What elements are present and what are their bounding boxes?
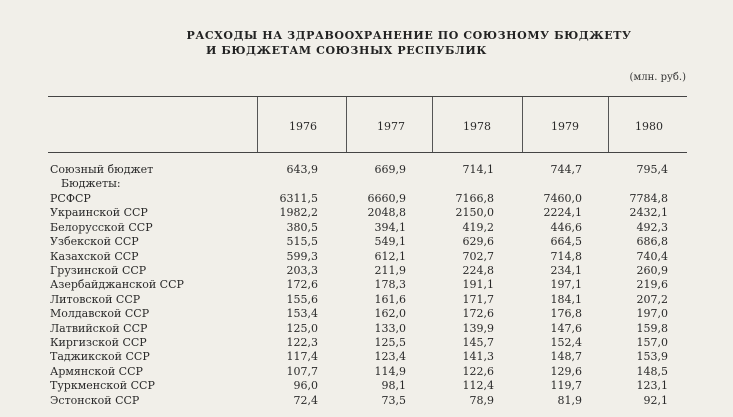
cell-value: 114,9 (374, 364, 406, 378)
table-title (0, 28, 733, 58)
table-row (48, 350, 688, 364)
row-label: Белорусской ССР (50, 220, 153, 234)
table-row (48, 322, 688, 336)
cell-value: 112,4 (462, 379, 494, 393)
cell-value: 7166,8 (455, 192, 494, 205)
cell-value: 122,3 (286, 336, 318, 349)
table-row (48, 365, 688, 379)
table-row (48, 293, 688, 307)
cell-value: 96,0 (293, 379, 318, 393)
cell-value: 664,5 (550, 235, 582, 249)
cell-value: 1982,2 (279, 206, 318, 220)
row-label: Украинской ССР (50, 206, 148, 220)
cell-value: 141,3 (462, 350, 494, 364)
cell-value: 394,1 (374, 220, 406, 234)
cell-value: 6660,9 (367, 192, 406, 205)
title-line-1: РАСХОДЫ НА ЗДРАВООХРАНЕНИЕ ПО СОЮЗНОМУ БЮДЖЕТУ (186, 29, 632, 42)
cell-value: 224,8 (462, 264, 494, 277)
cell-value: 98,1 (381, 379, 406, 393)
cell-value: 161,6 (374, 292, 406, 306)
cell-value: 2432,1 (629, 206, 668, 220)
cell-value: 740,4 (636, 249, 668, 263)
row-label: Казахской ССР (50, 249, 139, 263)
cell-value: 629,6 (462, 235, 494, 249)
cell-value: 107,7 (286, 364, 318, 378)
cell-value: 6311,5 (279, 192, 318, 205)
cell-value: 795,4 (636, 163, 668, 176)
row-label: Туркменской ССР (50, 379, 155, 393)
cell-value: 125,0 (286, 321, 318, 335)
table-row (48, 192, 688, 206)
cell-value: 178,3 (374, 278, 406, 292)
cell-value: 153,4 (286, 307, 318, 321)
cell-value: 2224,1 (543, 206, 582, 220)
year-header: 1980 (635, 120, 663, 133)
year-header: 1979 (551, 120, 579, 133)
row-label: Киргизской ССР (50, 336, 147, 349)
table-row (48, 250, 688, 264)
cell-value: 117,4 (286, 350, 318, 364)
row-label: РСФСР (50, 192, 91, 205)
cell-value: 2150,0 (455, 206, 494, 220)
cell-value: 197,1 (550, 278, 582, 292)
cell-value: 123,1 (636, 379, 668, 393)
cell-value: 207,2 (636, 292, 668, 306)
row-label: Узбекской ССР (50, 235, 139, 249)
cell-value: 2048,8 (367, 206, 406, 220)
cell-value: 686,8 (636, 235, 668, 249)
cell-value: 612,1 (374, 249, 406, 263)
cell-value: 219,6 (636, 278, 668, 292)
row-label: Грузинской ССР (50, 264, 147, 277)
cell-value: 147,6 (550, 321, 582, 335)
cell-value: 133,0 (374, 321, 406, 335)
cell-value: 145,7 (462, 336, 494, 349)
cell-value: 492,3 (636, 220, 668, 234)
cell-value: 669,9 (374, 163, 406, 176)
table-row (48, 307, 688, 321)
cell-value: 172,6 (286, 278, 318, 292)
units-label: (млн. руб.) (629, 72, 686, 83)
cell-value: 714,1 (462, 163, 494, 176)
cell-value: 184,1 (550, 292, 582, 306)
cell-value: 203,3 (286, 264, 318, 277)
cell-value: 260,9 (636, 264, 668, 277)
table-row (48, 379, 688, 393)
cell-value: 7784,8 (629, 192, 668, 205)
cell-value: 702,7 (462, 249, 494, 263)
row-label: Литовской ССР (50, 292, 141, 306)
cell-value: 152,4 (550, 336, 582, 349)
row-label: Таджикской ССР (50, 350, 150, 364)
cell-value: 714,8 (550, 249, 582, 263)
cell-value: 7460,0 (543, 192, 582, 205)
row-label: Эстонской ССР (50, 393, 140, 407)
year-header: 1976 (289, 120, 317, 133)
cell-value: 157,0 (636, 336, 668, 349)
cell-value: 78,9 (469, 393, 494, 407)
title-line-2: И БЮДЖЕТАМ СОЮЗНЫХ РЕСПУБЛИК (206, 44, 487, 57)
table-row (48, 278, 688, 292)
cell-value: 159,8 (636, 321, 668, 335)
table-row (48, 264, 688, 278)
cell-value: 81,9 (557, 393, 582, 407)
cell-value: 191,1 (462, 278, 494, 292)
row-label: Союзный бюджет (50, 163, 154, 176)
header-bottom-rule (48, 152, 687, 153)
header-top-rule (48, 96, 687, 97)
table-row (48, 221, 688, 235)
cell-value: 92,1 (643, 393, 668, 407)
cell-value: 125,5 (374, 336, 406, 349)
table-row (48, 206, 688, 220)
cell-value: 171,7 (462, 292, 494, 306)
cell-value: 119,7 (550, 379, 582, 393)
year-header: 1978 (463, 120, 491, 133)
cell-value: 211,9 (374, 264, 406, 277)
cell-value: 419,2 (462, 220, 494, 234)
budgets-subheading: Бюджеты: (61, 177, 121, 190)
cell-value: 139,9 (462, 321, 494, 335)
cell-value: 643,9 (286, 163, 318, 176)
row-label: Молдавской ССР (50, 307, 150, 321)
cell-value: 129,6 (550, 364, 582, 378)
table-row (48, 394, 688, 408)
row-label: Армянской ССР (50, 364, 143, 378)
year-header: 1977 (377, 120, 405, 133)
row-label: Латвийской ССР (50, 321, 148, 335)
table-row (48, 235, 688, 249)
cell-value: 515,5 (286, 235, 318, 249)
cell-value: 162,0 (374, 307, 406, 321)
table-row-union-budget (48, 163, 688, 177)
table-row (48, 336, 688, 350)
cell-value: 148,5 (636, 364, 668, 378)
cell-value: 155,6 (286, 292, 318, 306)
cell-value: 599,3 (286, 249, 318, 263)
cell-value: 446,6 (550, 220, 582, 234)
cell-value: 197,0 (636, 307, 668, 321)
cell-value: 122,6 (462, 364, 494, 378)
cell-value: 176,8 (550, 307, 582, 321)
row-label: Азербайджанской ССР (50, 278, 184, 292)
cell-value: 153,9 (636, 350, 668, 364)
cell-value: 172,6 (462, 307, 494, 321)
cell-value: 73,5 (381, 393, 406, 407)
cell-value: 148,7 (550, 350, 582, 364)
cell-value: 123,4 (374, 350, 406, 364)
cell-value: 380,5 (286, 220, 318, 234)
cell-value: 549,1 (374, 235, 406, 249)
cell-value: 234,1 (550, 264, 582, 277)
cell-value: 72,4 (293, 393, 318, 407)
cell-value: 744,7 (550, 163, 582, 176)
